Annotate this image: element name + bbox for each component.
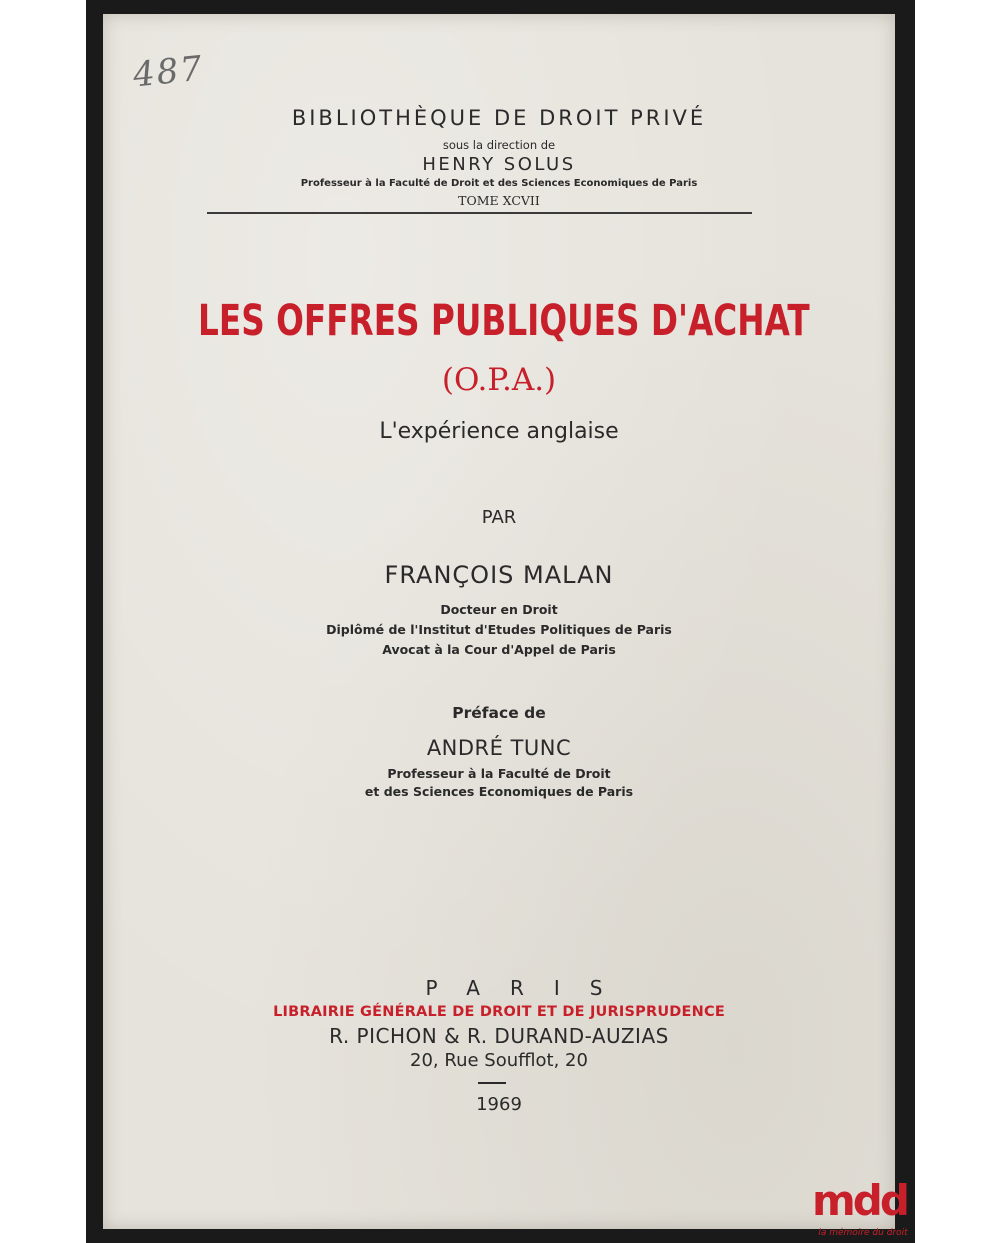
book-acronym: (O.P.A.): [441, 362, 557, 398]
logo-mark: [812, 1176, 914, 1226]
imprint-city: PARIS: [425, 976, 633, 1000]
author-credential: Avocat à la Cour d'Appel de Paris: [382, 642, 616, 657]
publisher-address: 20, Rue Soufflot, 20: [410, 1050, 588, 1071]
publisher-owners: R. PICHON & R. DURAND-AUZIAS: [329, 1024, 669, 1048]
preface-author: ANDRÉ TUNC: [426, 736, 572, 760]
book-cover: [103, 14, 895, 1229]
logo-tagline: la mémoire du droit: [818, 1228, 908, 1238]
book-title: LES OFFRES PUBLIQUES D'ACHAT: [198, 296, 810, 346]
author-name: FRANÇOIS MALAN: [384, 561, 614, 589]
series-title: BIBLIOTHÈQUE DE DROIT PRIVÉ: [291, 106, 707, 130]
book-subtitle: L'expérience anglaise: [379, 419, 619, 444]
author-credential: Diplômé de l'Institut d'Etudes Politiques de Paris: [326, 622, 672, 637]
series-director: HENRY SOLUS: [422, 154, 576, 175]
preface-label: Préface de: [452, 704, 546, 722]
by-label: PAR: [481, 507, 517, 528]
publication-year: 1969: [476, 1094, 522, 1115]
mdd-logo: [812, 1176, 914, 1242]
year-separator: [478, 1082, 506, 1084]
logo-text: mdd: [812, 1176, 907, 1225]
tome-number: TOME XCVII: [458, 193, 540, 208]
author-credential: Docteur en Droit: [440, 602, 558, 617]
publisher-name: LIBRAIRIE GÉNÉRALE DE DROIT ET DE JURISPRUDENCE: [273, 1004, 725, 1020]
preface-credential: Professeur à la Faculté de Droit: [387, 766, 611, 781]
handwritten-note: 487: [131, 48, 206, 96]
director-title: Professeur à la Faculté de Droit et des Sciences Economiques de Paris: [300, 178, 698, 189]
preface-credential: et des Sciences Economiques de Paris: [364, 784, 634, 799]
header-rule: [207, 212, 752, 214]
direction-label: sous la direction de: [442, 138, 556, 152]
